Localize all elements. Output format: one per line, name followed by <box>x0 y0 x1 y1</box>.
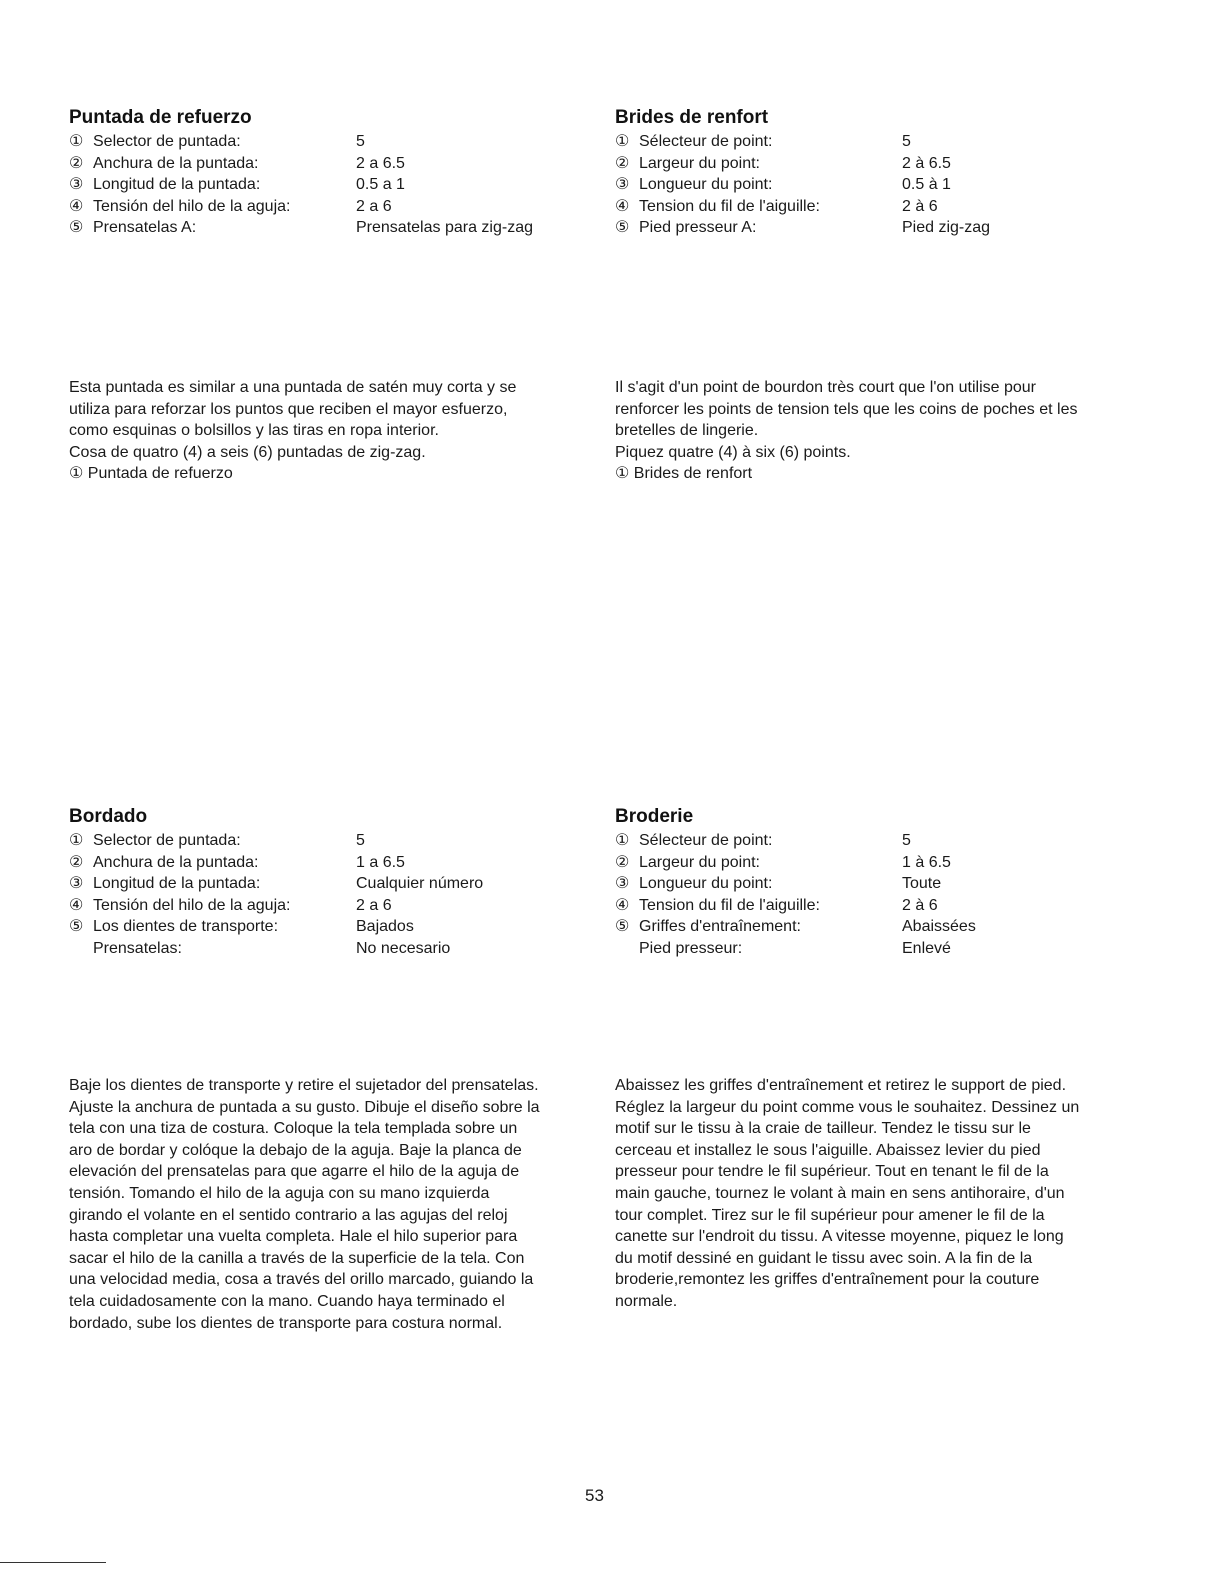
step-number: ② <box>615 154 630 172</box>
setting-value: 0.5 à 1 <box>902 176 951 193</box>
section-bordado <box>69 806 609 959</box>
paragraph-line: Baje los dientes de transporte y retire el sujetador del prensatelas. <box>69 1077 539 1094</box>
setting-label: Longitud de la puntada: <box>93 176 261 193</box>
setting-label: Largeur du point: <box>639 853 760 871</box>
setting-row <box>69 153 609 175</box>
setting-value: 2 à 6 <box>902 197 938 215</box>
setting-value: Cualquier número <box>356 875 484 892</box>
step-number: ① <box>615 832 630 849</box>
setting-value: Abaissées <box>902 918 976 935</box>
setting-value: 2 à 6 <box>902 896 938 914</box>
description-paragraph <box>615 1075 1175 1313</box>
paragraph-line: du motif dessiné en guidant le tissu avec soin. A la fin de la <box>615 1249 1033 1267</box>
setting-row <box>69 217 609 239</box>
paragraph-line: tela con una tiza de costura. Coloque la tela templada sobre un <box>69 1120 518 1138</box>
setting-value: Prensatelas para zig-zag <box>356 219 533 236</box>
paragraph-line: girando el volante en el sentido contrario a las agujas del reloj <box>69 1206 508 1224</box>
setting-label: Longitud de la puntada: <box>93 875 261 892</box>
setting-row <box>615 895 1155 917</box>
description-paragraph <box>615 377 1175 485</box>
paragraph-line: presseur pour tendre le fil supérieur. Tout en tenant le fil de la <box>615 1163 1049 1181</box>
setting-value: 2 a 6.5 <box>356 154 405 172</box>
setting-row <box>615 174 1155 196</box>
setting-row <box>615 938 1155 960</box>
setting-value: 5 <box>902 133 911 150</box>
setting-label: Largeur du point: <box>639 154 760 172</box>
setting-label: Tension du fil de l'aiguille: <box>639 197 820 215</box>
page-number: 53 <box>585 1486 604 1505</box>
setting-row <box>615 196 1155 218</box>
paragraph-line: como esquinas o bolsillos y las tiras en ropa interior. <box>69 422 439 440</box>
paragraph-line: renforcer les points de tension tels que les coins de poches et les <box>615 400 1078 418</box>
paragraph-line: bordado, sube los dientes de transporte para costura normal. <box>69 1314 503 1332</box>
setting-value: 5 <box>356 133 365 150</box>
step-number: ⑤ <box>615 219 630 236</box>
paragraph-line: una velocidad media, cosa a través del orillo marcado, guiando la <box>69 1271 534 1289</box>
figure-caption: ① Brides de renfort <box>615 465 753 483</box>
paragraph-line: tela cuidadosamente con la mano. Cuando haya terminado el <box>69 1292 505 1310</box>
setting-label: Pied presseur: <box>639 939 743 957</box>
setting-label: Anchura de la puntada: <box>93 853 259 871</box>
setting-row <box>69 852 609 874</box>
section-puntada-de-refuerzo <box>69 107 609 239</box>
settings-list <box>615 830 1155 959</box>
step-number: ④ <box>69 896 84 914</box>
paragraph-line: Esta puntada es similar a una puntada de satén muy corta y se <box>69 379 517 396</box>
paragraph-line: hasta completar una vuelta completa. Hale el hilo superior para <box>69 1228 518 1246</box>
paragraph-line: Réglez la largeur du point comme vous le souhaitez. Dessinez un <box>615 1098 1080 1116</box>
paragraph-line: motif sur le tissu à la craie de tailleur. Tendez le tissu sur le <box>615 1120 1031 1138</box>
setting-label: Selector de puntada: <box>93 832 241 849</box>
setting-label: Prensatelas A: <box>93 219 197 236</box>
setting-value: Pied zig-zag <box>902 219 991 236</box>
paragraph-line: aro de bordar y colóque la debajo de la aguja. Baje la planca de <box>69 1141 522 1159</box>
step-number: ⑤ <box>615 918 630 935</box>
step-number: ④ <box>615 896 630 914</box>
paragraph-line: broderie,remontez les griffes d'entraînement pour la couture <box>615 1271 1040 1289</box>
step-number: ③ <box>69 875 84 892</box>
setting-row <box>69 131 609 153</box>
section-brides-de-renfort <box>615 107 1155 239</box>
setting-value: 1 a 6.5 <box>356 853 405 871</box>
setting-row <box>615 131 1155 153</box>
step-number: ① <box>69 133 84 150</box>
setting-label: Prensatelas: <box>93 939 182 957</box>
setting-label: Tension du fil de l'aiguille: <box>639 896 820 914</box>
step-number: ① <box>615 133 630 150</box>
step-number: ② <box>615 853 630 871</box>
paragraph-line: tensión. Tomando el hilo de la aguja con su mano izquierda <box>69 1184 490 1202</box>
paragraph-line: bretelles de lingerie. <box>615 422 759 440</box>
step-number: ① <box>69 832 84 849</box>
setting-label: Sélecteur de point: <box>639 832 773 849</box>
paragraph-line: Ajuste la anchura de puntada a su gusto. Dibuje el diseño sobre la <box>69 1098 540 1116</box>
step-number: ③ <box>69 176 84 193</box>
setting-row <box>69 916 609 938</box>
footer-rule <box>0 1562 106 1563</box>
setting-row <box>69 873 609 895</box>
paragraph-line: utiliza para reforzar los puntos que reciben el mayor esfuerzo, <box>69 400 508 418</box>
setting-label: Selector de puntada: <box>93 133 241 150</box>
setting-row <box>615 830 1155 852</box>
setting-row <box>69 174 609 196</box>
setting-label: Longueur du point: <box>639 176 773 193</box>
setting-label: Anchura de la puntada: <box>93 154 259 172</box>
section-title: Brides de renfort <box>615 107 769 128</box>
step-number: ④ <box>615 197 630 215</box>
description-paragraph <box>69 377 604 485</box>
paragraph-line: Piquez quatre (4) à six (6) points. <box>615 443 851 461</box>
paragraph-line: normale. <box>615 1292 678 1310</box>
setting-value: Bajados <box>356 918 414 935</box>
setting-row <box>615 873 1155 895</box>
paragraph-line: elevación del prensatelas para que agarre el hilo de la aguja de <box>69 1163 520 1181</box>
setting-row <box>615 153 1155 175</box>
settings-list <box>69 830 609 959</box>
setting-label: Griffes d'entraînement: <box>639 918 801 935</box>
setting-row <box>69 938 609 960</box>
paragraph-line: sacar el hilo de la canilla a través de la superficie de la tela. Con <box>69 1249 525 1267</box>
setting-value: 2 à 6.5 <box>902 154 951 172</box>
setting-value: 2 a 6 <box>356 197 392 215</box>
step-number: ④ <box>69 197 84 215</box>
setting-row <box>615 852 1155 874</box>
paragraph-line: tour complet. Tirez sur le fil supérieur pour amener le fil de la <box>615 1206 1045 1224</box>
section-title: Broderie <box>615 806 694 827</box>
setting-row <box>615 217 1155 239</box>
setting-value: Enlevé <box>902 939 951 957</box>
setting-value: No necesario <box>356 939 451 957</box>
setting-value: Toute <box>902 875 942 892</box>
setting-value: 2 a 6 <box>356 896 392 914</box>
setting-label: Pied presseur A: <box>639 219 757 236</box>
step-number: ⑤ <box>69 918 84 935</box>
setting-row <box>69 196 609 218</box>
step-number: ⑤ <box>69 219 84 236</box>
paragraph-line: cerceau et installez le sous l'aiguille. Abaissez levier du pied <box>615 1141 1041 1159</box>
step-number: ② <box>69 853 84 871</box>
paragraph-line: main gauche, tournez le volant à main en sens antihoraire, d'un <box>615 1184 1065 1202</box>
description-paragraph <box>69 1075 609 1334</box>
figure-caption: ① Puntada de refuerzo <box>69 465 233 483</box>
paragraph-line: Il s'agit d'un point de bourdon très court que l'on utilise pour <box>615 379 1036 396</box>
setting-row <box>69 895 609 917</box>
settings-list <box>69 131 609 239</box>
paragraph-line: Abaissez les griffes d'entraînement et retirez le support de pied. <box>615 1077 1067 1094</box>
setting-value: 0.5 a 1 <box>356 176 405 193</box>
setting-value: 5 <box>902 832 911 849</box>
setting-label: Los dientes de transporte: <box>93 918 279 935</box>
section-title: Bordado <box>69 806 148 827</box>
setting-row <box>615 916 1155 938</box>
setting-value: 5 <box>356 832 365 849</box>
section-title: Puntada de refuerzo <box>69 107 252 128</box>
section-broderie <box>615 806 1155 959</box>
step-number: ② <box>69 154 84 172</box>
setting-label: Sélecteur de point: <box>639 133 773 150</box>
step-number: ③ <box>615 875 630 892</box>
setting-label: Tensión del hilo de la aguja: <box>93 896 291 914</box>
settings-list <box>615 131 1155 239</box>
setting-row <box>69 830 609 852</box>
setting-value: 1 à 6.5 <box>902 853 951 871</box>
paragraph-line: Cosa de quatro (4) a seis (6) puntadas de zig-zag. <box>69 443 426 461</box>
setting-label: Longueur du point: <box>639 875 773 892</box>
step-number: ③ <box>615 176 630 193</box>
paragraph-line: canette sur l'endroit du tissu. A vitesse moyenne, piquez le long <box>615 1228 1064 1246</box>
setting-label: Tensión del hilo de la aguja: <box>93 197 291 215</box>
